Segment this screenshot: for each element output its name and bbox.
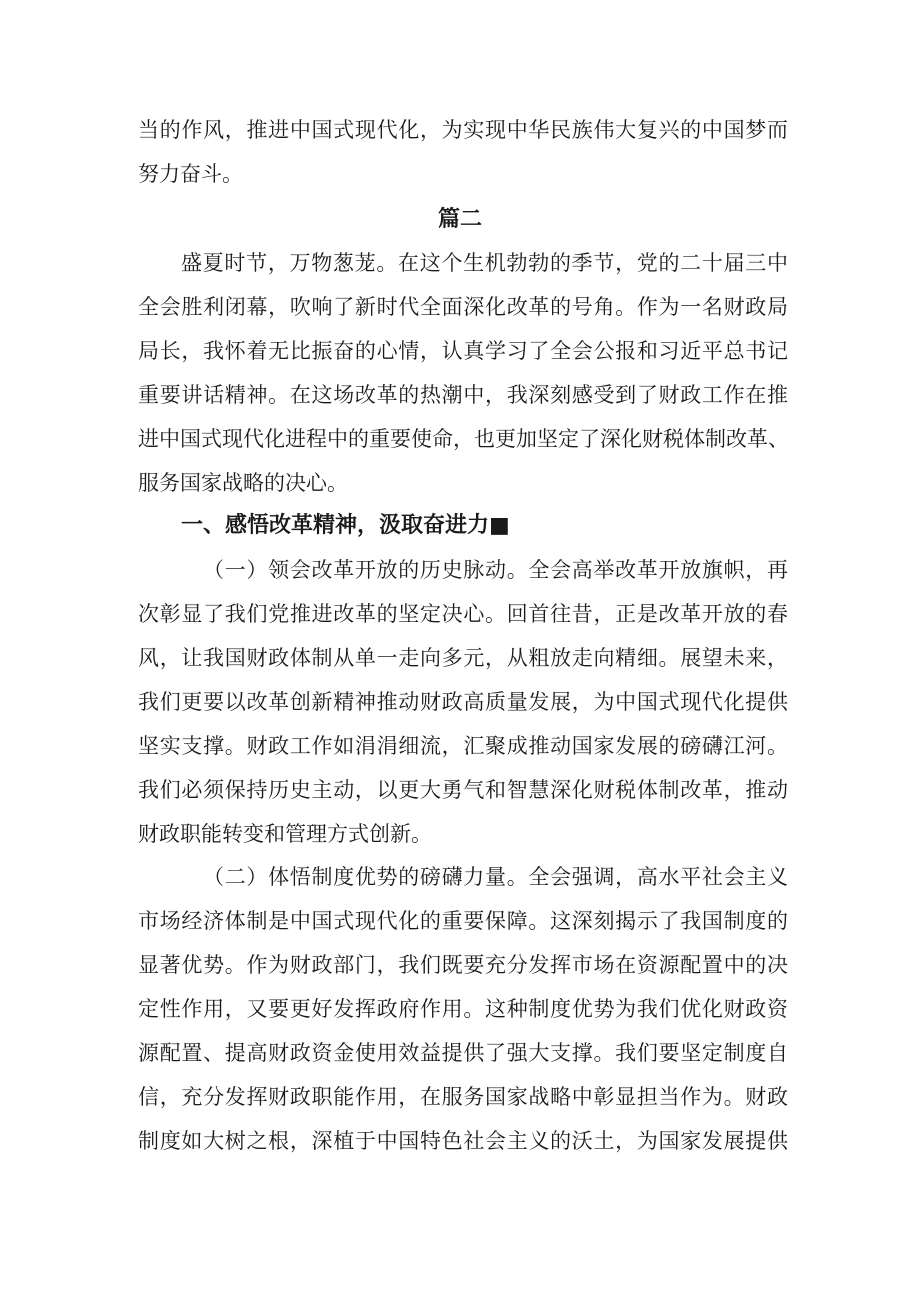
section-title: 篇二 [437,206,482,232]
intro-line-1: 当的作风，推进中国式现代化，为实现中华民族伟大复兴的中国梦而 [138,118,788,142]
para3-line-3: 显著优势。作为财政部门，我们既要充分发挥市场在资源配置中的决 [138,953,788,977]
para1-line-2: 全会胜利闭幕，吹响了新时代全面深化改革的号角。作为一名财政局 [138,295,788,319]
para3-line-1: （二）体悟制度优势的磅礴力量。全会强调，高水平社会主义 [203,865,788,889]
para2-line-6: 我们必须保持历史主动，以更大勇气和智慧深化财税体制改革，推动 [138,778,788,802]
para3-line-6: 信，充分发挥财政职能作用，在服务国家战略中彰显担当作为。财政 [138,1085,788,1109]
para2-line-2: 次彰显了我们党推进改革的坚定决心。回首往昔，正是改革开放的春 [138,602,788,626]
para3-line-5: 源配置、提高财政资金使用效益提供了强大支撑。我们要坚定制度自 [138,1041,788,1065]
para1-line-6: 服务国家战略的决心。 [138,471,348,495]
para1-line-4: 重要讲话精神。在这场改革的热潮中，我深刻感受到了财政工作在推 [138,383,788,407]
para3-line-2: 市场经济体制是中国式现代化的重要保障。这深刻揭示了我国制度的 [138,909,788,933]
para2-line-3: 风，让我国财政体制从单一走向多元，从粗放走向精细。展望未来， [138,646,788,670]
para1-line-5: 进中国式现代化进程中的重要使命，也更加坚定了深化财税体制改革、 [138,427,789,451]
para1-line-1: 盛夏时节，万物葱茏。在这个生机勃勃的季节，党的二十届三中 [181,251,788,275]
para1-line-3: 局长，我怀着无比振奋的心情，认真学习了全会公报和习近平总书记 [138,339,788,363]
para2-line-5: 坚实支撑。财政工作如涓涓细流，汇聚成推动国家发展的磅礴江河。 [138,734,788,758]
intro-line-2: 努力奋斗。 [138,162,243,186]
para2-line-1: （一）领会改革开放的历史脉动。全会高举改革开放旗帜，再 [203,558,788,582]
para3-line-7: 制度如大树之根，深植于中国特色社会主义的沃土，为国家发展提供 [138,1129,788,1153]
para2-line-7: 财政职能转变和管理方式创新。 [138,822,432,846]
para3-line-4: 定性作用，又要更好发挥政府作用。这种制度优势为我们优化财政资 [138,997,788,1021]
heading-1: 一、感悟改革精神，汲取奋进力■ [181,513,510,538]
para2-line-4: 我们更要以改革创新精神推动财政高质量发展，为中国式现代化提供 [138,690,788,714]
